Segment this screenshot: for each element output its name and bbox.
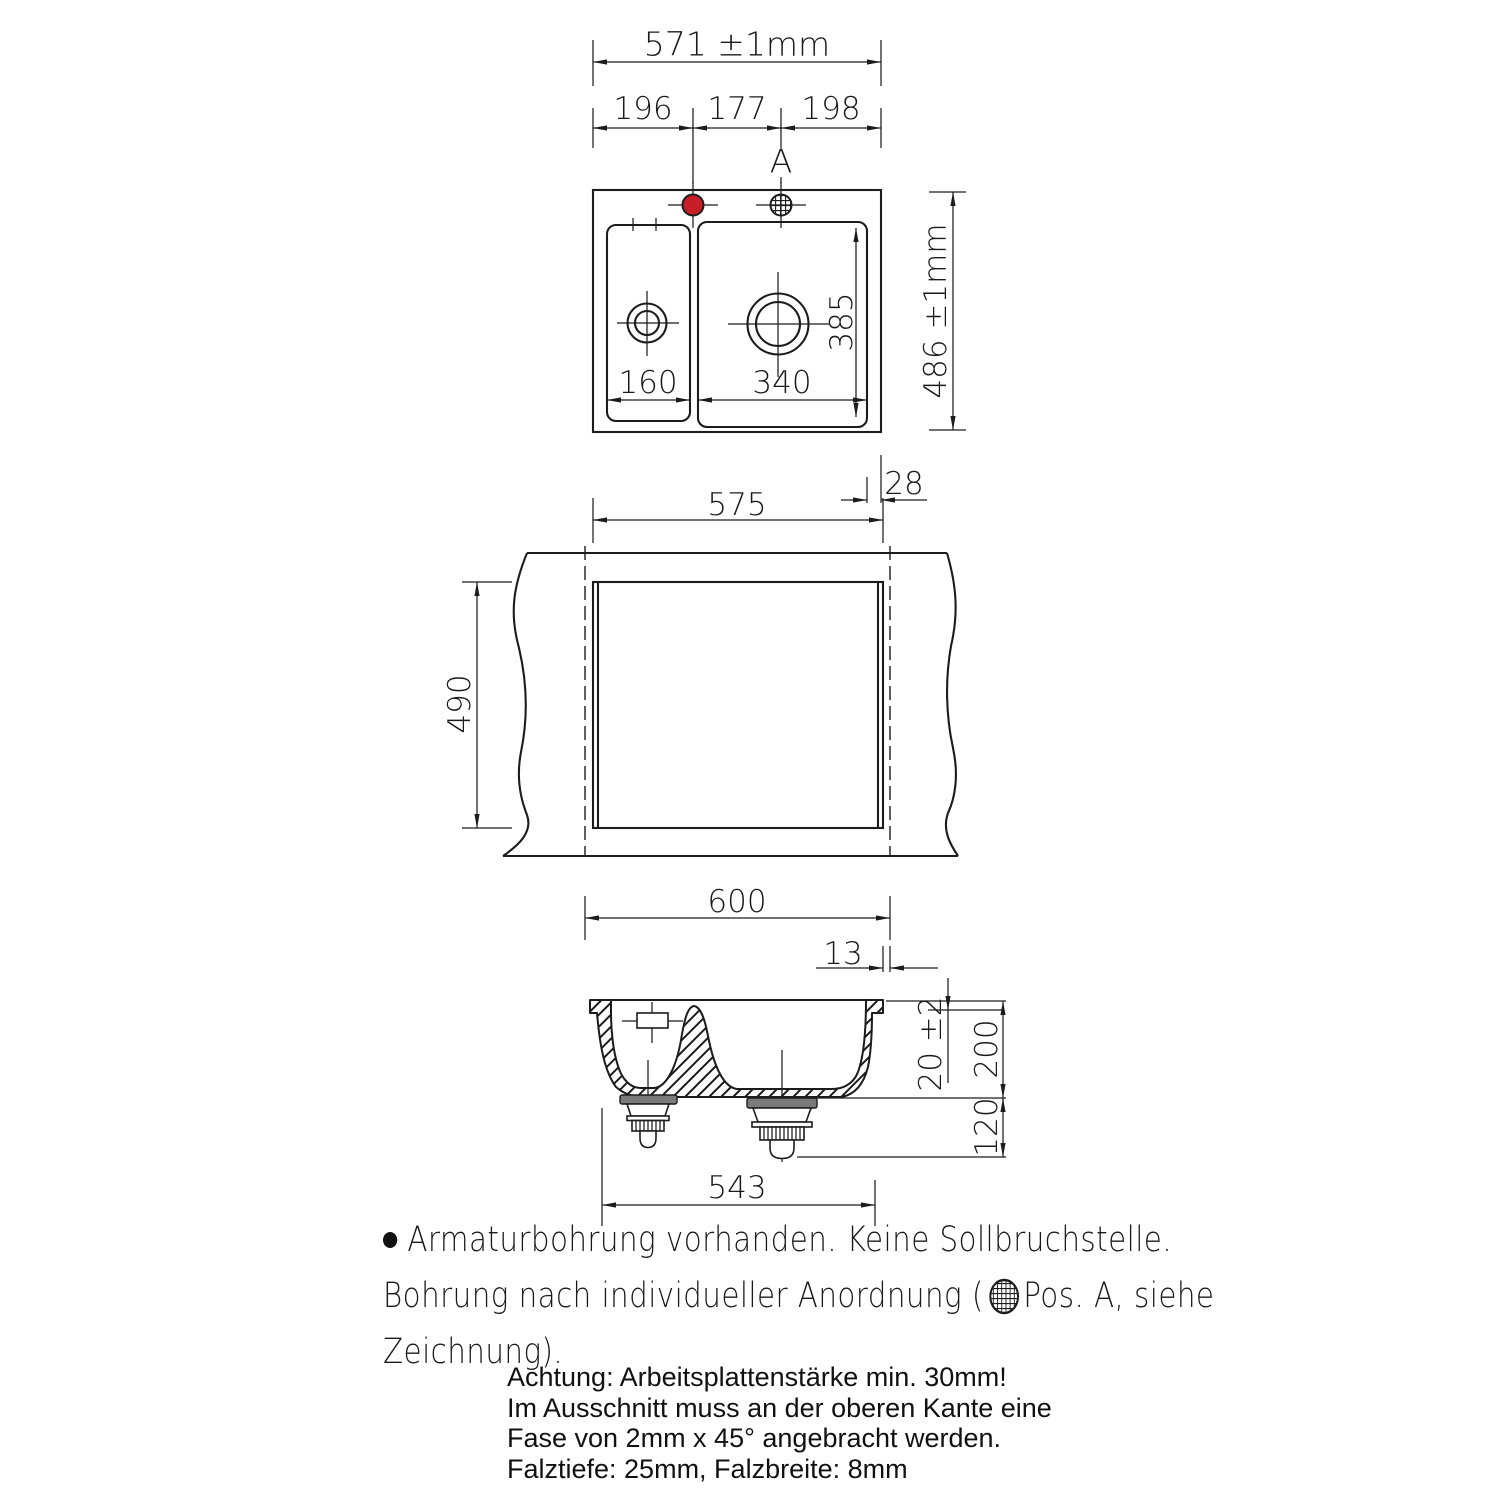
dim-bottom-width-label: 543 bbox=[707, 1170, 767, 1206]
dim-large-basin-depth-label: 385 bbox=[824, 292, 860, 352]
dim-rim-depth-label: 20 ±2 bbox=[913, 996, 949, 1092]
break-line-left bbox=[503, 553, 528, 856]
dim-edge-label: 13 bbox=[823, 936, 863, 972]
dim-small-basin-width-label: 160 bbox=[618, 365, 678, 401]
dim-cutout-depth-label: 490 bbox=[442, 674, 478, 734]
large-basin-drain-section bbox=[747, 1050, 817, 1162]
attention-block bbox=[507, 1362, 1052, 1484]
cutout-view bbox=[462, 455, 958, 940]
dim-bowl-depth-label: 200 bbox=[969, 1019, 1005, 1079]
dim-seg-left-label: 196 bbox=[613, 91, 673, 127]
break-line-right bbox=[946, 553, 958, 856]
dim-overall-depth-label: 486 ±1mm bbox=[918, 223, 954, 399]
note-line-2-post: Pos. A, siehe bbox=[1023, 1276, 1215, 1316]
small-basin-drain bbox=[617, 291, 679, 356]
bullet-icon bbox=[383, 1232, 397, 1248]
note-line-2 bbox=[383, 1276, 1214, 1316]
dim-large-basin-width-label: 340 bbox=[752, 365, 812, 401]
attention-line-1: Achtung: Arbeitsplattenstärke min. 30mm! bbox=[507, 1362, 1007, 1392]
dim-seg-right-label: 198 bbox=[801, 91, 861, 127]
note-line-1-text: Armaturbohrung vorhanden. Keine Sollbruchstelle. bbox=[407, 1220, 1173, 1260]
dim-drain-clearance-label: 120 bbox=[969, 1097, 1005, 1157]
dim-overall-width-label: 571 ±1mm bbox=[643, 24, 831, 64]
hatched-circle-icon bbox=[989, 1278, 1020, 1315]
attention-line-2: Im Ausschnitt muss an der oberen Kante eine bbox=[507, 1392, 1052, 1423]
attention-line-4: Falztiefe: 25mm, Falzbreite: 8mm bbox=[507, 1453, 908, 1484]
note-line-1 bbox=[383, 1220, 1172, 1260]
attention-line-3: Fase von 2mm x 45° angebracht werden. bbox=[507, 1423, 1002, 1453]
note-line-3-text: Zeichnung). bbox=[383, 1332, 564, 1372]
dim-seg-mid-label: 177 bbox=[707, 91, 767, 127]
note-line-2-pre: Bohrung nach individueller Anordnung ( bbox=[383, 1276, 984, 1316]
sink-wall-section bbox=[590, 1000, 883, 1097]
dim-cabinet-width-label: 600 bbox=[707, 884, 767, 920]
small-basin-drain-section bbox=[620, 1060, 677, 1148]
dim-edge-offset-label: 28 bbox=[884, 466, 924, 502]
overflow-hole bbox=[622, 1002, 683, 1043]
dim-cutout-width-label: 575 bbox=[707, 487, 767, 523]
large-basin-drain bbox=[728, 272, 829, 377]
hole-a-label: A bbox=[769, 141, 793, 181]
cutout-rect bbox=[593, 582, 883, 828]
